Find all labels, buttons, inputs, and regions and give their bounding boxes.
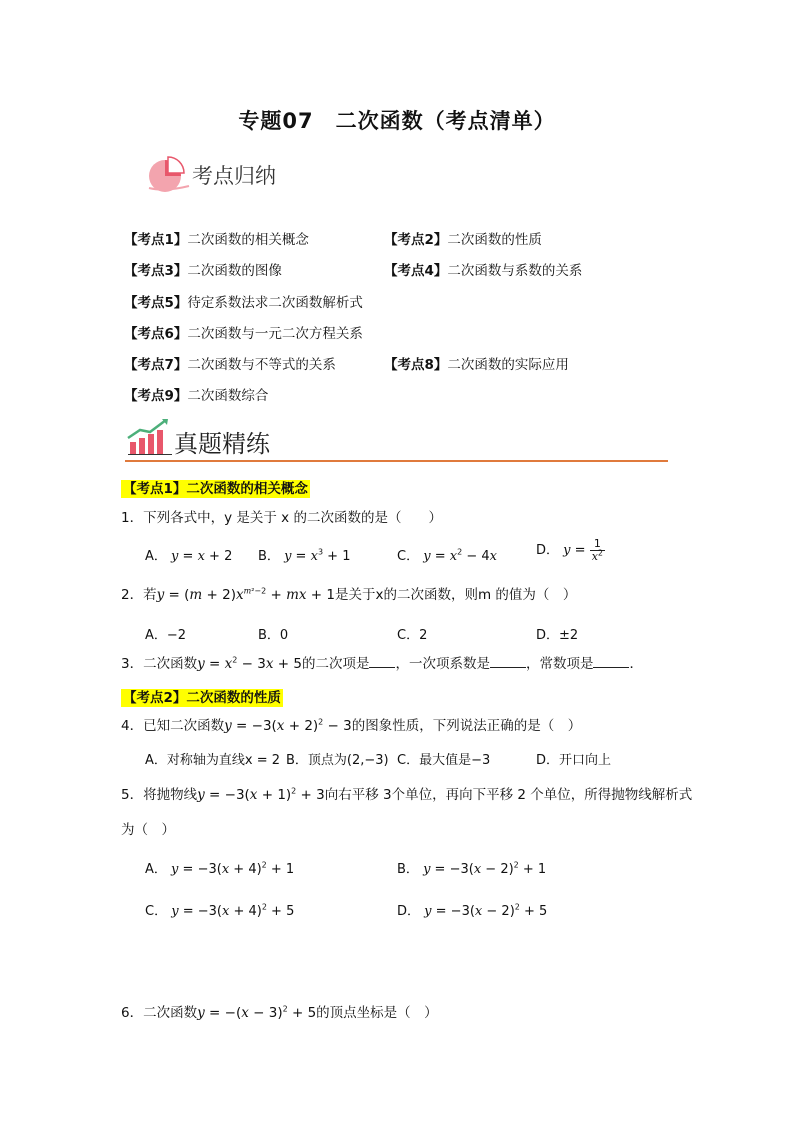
kaodian-1-header: 【考点1】二次函数的相关概念 (123, 481, 308, 497)
q1-option-a: A． y = x + 2 (145, 549, 233, 564)
kaodian-item-6: 【考点6】二次函数与一元二次方程关系 (124, 326, 363, 342)
q5-option-d: D． $y = -3(x - 2)^2 + 5$ (397, 902, 548, 919)
q4-option-a: A．对称轴为直线x = 2 (145, 753, 281, 768)
bar-chart-icon (126, 416, 174, 456)
q2-option-c: C．2 (397, 628, 428, 643)
q4-option-b: B．顶点为(2,−3) (286, 753, 389, 768)
question-2-stem: 2．若$y = (m + 2)x^{m^2-2}$ + mx + 1是关于x的二次函数，则m 的值为（ ） (121, 586, 577, 603)
q4-option-c: C．最大值是−3 (397, 753, 491, 768)
kaodian-item-7: 【考点7】二次函数与不等式的关系 (124, 357, 336, 373)
question-3-stem: 3．二次函数$y = x^2 - 3x + 5$的二次项是 ，一次项系数是 ，常数项是 ． (121, 655, 643, 672)
section-heading-zhenti: 真题精练 (174, 430, 270, 458)
kaodian-item-8: 【考点8】二次函数的实际应用 (384, 357, 569, 373)
question-5-stem: 5．将抛物线$y = -3(x + 1)^2 + 3$向右平移 3个单位，再向下平移 2 个单位，所得抛物线解析式 (121, 786, 693, 803)
q4-option-d: D．开口向上 (536, 753, 612, 768)
kaodian-item-5: 【考点5】待定系数法求二次函数解析式 (124, 295, 363, 311)
q2-option-b: B．0 (258, 628, 289, 643)
q5-option-b: B． $y = -3(x - 2)^2 + 1$ (397, 860, 547, 877)
question-4-stem: 4．已知二次函数$y = -3(x + 2)^2 - 3$的图象性质，下列说法正确的是（ ） (121, 717, 582, 734)
kaodian-item-3: 【考点3】二次函数的图像 (124, 263, 282, 279)
kaodian-2-header: 【考点2】二次函数的性质 (123, 690, 281, 706)
page-title: 专题07 二次函数（考点清单） (238, 109, 556, 133)
q5-option-a: A． $y = -3(x + 4)^2 + 1$ (145, 860, 295, 877)
q1-option-c: C． $y = x^2 - 4x$ (397, 547, 497, 564)
kaodian-item-4: 【考点4】二次函数与系数的关系 (384, 263, 583, 279)
q5-option-c: C． $y = -3(x + 4)^2 + 5$ (145, 902, 295, 919)
question-1-stem: 1．下列各式中，y 是关于 x 的二次函数的是（ ） (121, 510, 442, 526)
kaodian-item-1: 【考点1】二次函数的相关概念 (124, 232, 309, 248)
kaodian-item-9: 【考点9】二次函数综合 (124, 388, 269, 404)
question-6-stem: 6．二次函数$y = -(x - 3)^2 + 5$的顶点坐标是（ ） (121, 1004, 438, 1021)
q1-option-b: B． $y = x^3 + 1$ (258, 547, 351, 564)
q2-option-a: A．−2 (145, 628, 187, 643)
question-5-stem-line2: 为（ ） (121, 822, 175, 838)
section-heading-kaodian: 考点归纳 (192, 164, 276, 188)
kaodian-item-2: 【考点2】二次函数的性质 (384, 232, 542, 248)
section-divider (125, 460, 668, 462)
pie-chart-icon (145, 152, 195, 194)
q2-option-d: D．±2 (536, 628, 579, 643)
q1-option-d: D． y = $\frac{1}{x^2}$ (536, 537, 603, 563)
